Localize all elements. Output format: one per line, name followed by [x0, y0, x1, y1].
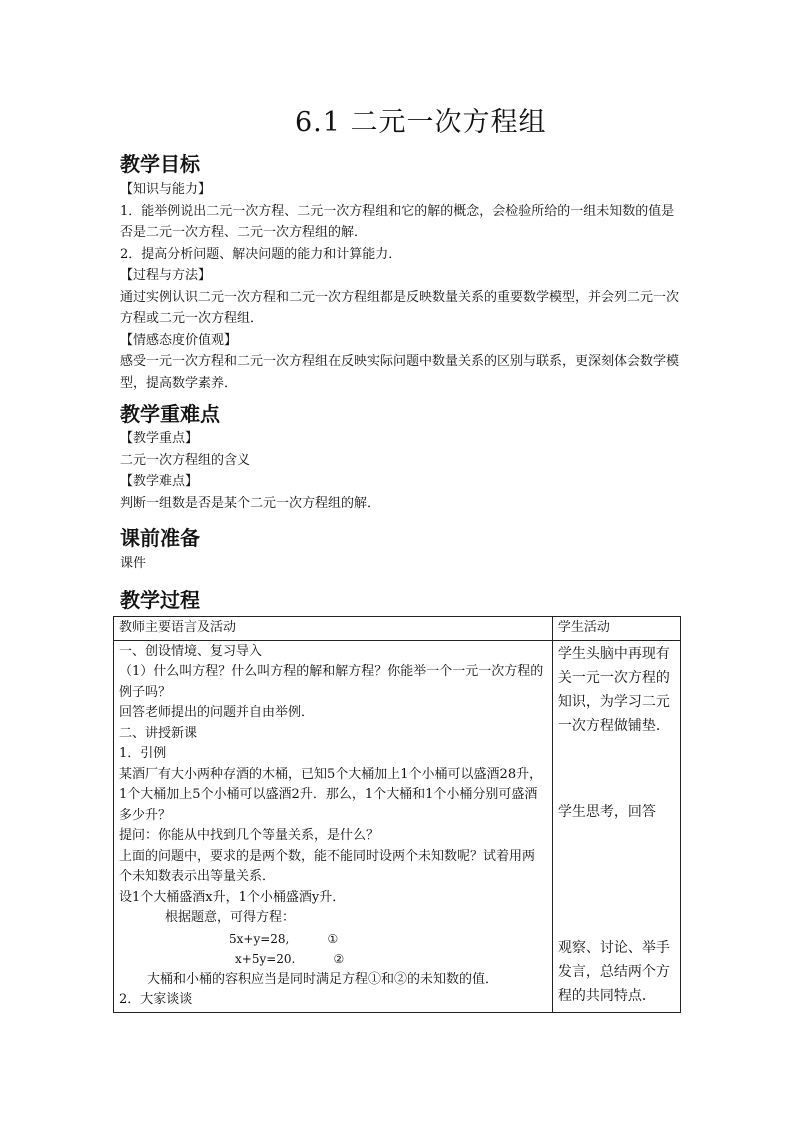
knowledge-item-2: 2．提高分析问题、解决问题的能力和计算能力．	[120, 246, 402, 262]
line-example-problem: 某酒厂有大小两种存酒的木桶，已知5个大桶加上1个小桶可以盛酒28升，1个大桶加上5个小桶可以盛酒2升．那么，1个大桶和1个小桶分别可盛酒多少升？	[119, 766, 543, 823]
line-answer: 回答老师提出的问题并自由举例．	[119, 705, 315, 720]
line-conclusion: 大桶和小桶的容积应当是同时满足方程①和②的未知数的值．	[147, 971, 499, 987]
line-prompt: 提问：你能从中找到几个等量关系，是什么？	[119, 828, 380, 843]
process-method-text: 通过实例认识二元一次方程和二元一次方程组都是反映数量关系的重要数学模型，并会列二元一次方程或二元一次方程组．	[120, 289, 680, 326]
goals-body	[120, 179, 680, 394]
line-question: （1）什么叫方程？什么叫方程的解和解方程？你能举一个一元一次方程的例子吗？	[119, 664, 544, 700]
emotion-text: 感受一元一次方程和二元一次方程组在反映实际问题中数量关系的区别与联系，更深刻体会数学模型，提高数学素养．	[120, 354, 680, 391]
section-heading-process: 教学过程	[120, 588, 200, 612]
page-title: 6.1 二元一次方程组	[295, 107, 547, 138]
prep-item: 课件	[120, 556, 147, 571]
emotion-label: 【情感态度价值观】	[120, 332, 238, 348]
key-body	[120, 428, 680, 514]
equation-1: 5x+y=28, ①	[229, 931, 339, 946]
prep-body	[120, 553, 680, 575]
line-new-lesson: 二、讲授新课	[119, 725, 198, 741]
equation-2: x+5y=20. ②	[235, 952, 345, 966]
line-intro: 一、创设情境、复习导入	[119, 643, 263, 659]
header-student: 学生活动	[552, 617, 680, 641]
difficulty-label: 【教学难点】	[120, 474, 199, 489]
line-equations-intro: 根据题意，可得方程：	[165, 910, 296, 925]
line-set-variables: 设1个大桶盛酒x升，1个小桶盛酒y升．	[119, 889, 346, 905]
knowledge-label: 【知识与能力】	[120, 182, 212, 197]
table-header-row	[114, 617, 681, 641]
process-method-label: 【过程与方法】	[120, 268, 212, 283]
student-activity-1: 学生头脑中再现有关一元一次方程的知识，为学习二元一次方程做铺垫．	[557, 645, 670, 734]
line-example-heading: 1．引例	[119, 746, 167, 761]
section-heading-key: 教学重难点	[120, 402, 220, 426]
student-activity-3: 观察、讨论、举手发言，总结两个方程的共同特点．	[557, 939, 670, 1004]
student-activity-2: 学生思考，回答	[557, 803, 656, 820]
line-two-unknowns: 上面的问题中，要求的是两个数，能不能同时设两个未知数呢？试着用两个未知数表示出等量关系．	[119, 848, 536, 884]
student-activities	[552, 640, 680, 1012]
process-table	[113, 616, 681, 1013]
line-discuss: 2．大家谈谈	[119, 992, 193, 1007]
section-heading-goals: 教学目标	[120, 152, 200, 176]
focus-label: 【教学重点】	[120, 431, 199, 446]
focus-text: 二元一次方程组的含义	[120, 452, 251, 468]
header-teacher: 教师主要语言及活动	[114, 617, 553, 641]
difficulty-text: 判断一组数是否是某个二元一次方程组的解．	[120, 495, 381, 511]
knowledge-item-1: 1．能举例说出二元一次方程、二元一次方程组和它的解的概念，会检验所给的一组未知数的值是否是二元一次方程、二元一次方程组的解．	[120, 203, 675, 240]
teacher-activities	[114, 640, 553, 1012]
section-heading-prep: 课前准备	[120, 526, 200, 550]
table-row	[114, 640, 681, 1012]
